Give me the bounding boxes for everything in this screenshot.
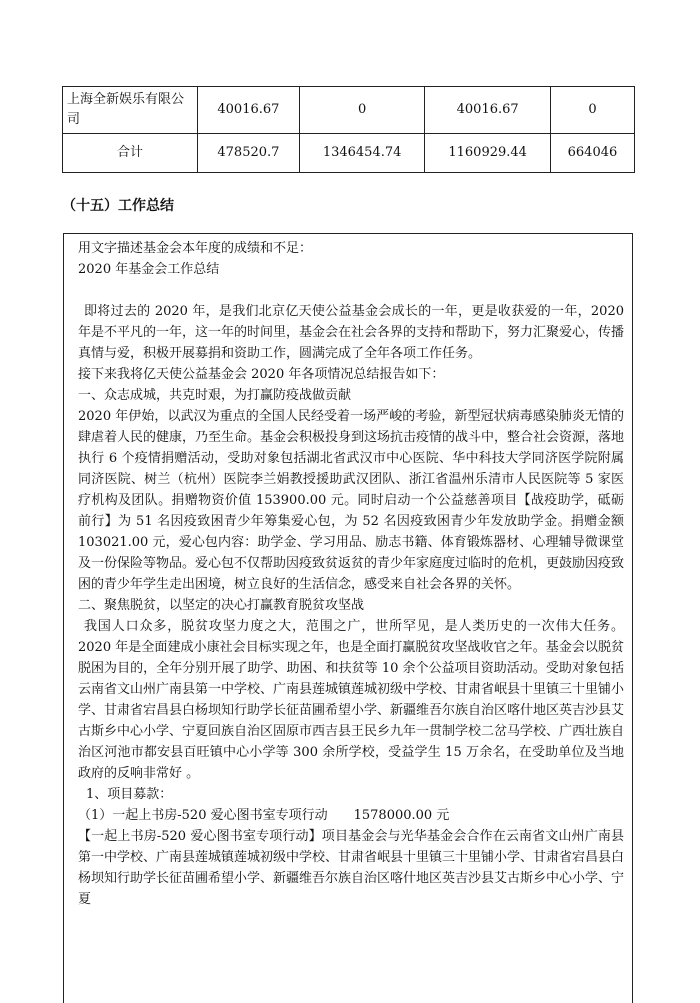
table-cell: 0 xyxy=(550,87,634,134)
spacer xyxy=(78,280,624,301)
summary-box xyxy=(63,233,633,1003)
part2-heading: 二、聚焦脱贫，以坚定的决心打赢教育脱贫攻坚战 xyxy=(78,598,365,613)
table-cell: 478520.7 xyxy=(198,134,300,173)
table-cell: 1160929.44 xyxy=(425,134,551,173)
summary-lead: 接下来我将亿天使公益基金会 2020 年各项情况总结报告如下： xyxy=(78,367,445,382)
table-cell-name: 合计 xyxy=(63,134,198,173)
item1-description: 【一起上书房-520 爱心图书室专项行动】项目基金会与光华基金会合作在云南省文山州广南县第一中学校、广南县莲城镇莲城初级中学校、甘肃省岷县十里镇三十里铺小学、甘肃省宕昌县白杨坝知行助学长征苗圃希望小学、新疆维吾尔族自治区喀什地区英吉沙县艾古斯乡中心小学、宁夏 xyxy=(78,829,625,907)
item1-amount: 1578000.00 元 xyxy=(353,808,450,823)
part2-paragraph: 我国人口众多，脱贫攻坚力度之大，范围之广，世所罕见，是人类历史的一次伟大任务。2020 年是全面建成小康社会目标实现之年，也是全面打赢脱贫攻坚战收官之年。基金会以脱贫脱困为目的，全年分别开展了助学、助困、和扶贫等 10 余个公益项目资助活动。受助对象包括云南省文山州广南县第一中学校、广南县莲城镇莲城初级中学校、甘肃省岷县十里镇三十里铺小学、甘肃省宕昌县白杨坝知行助学长征苗圃希望小学、新疆维吾尔族自治区喀什地区英吉沙县艾古斯乡中心小学、宁夏回族自治区固原市西吉县王民乡九年一贯制学校二岔马学校、广西壮族自治区河池市都安县百旺镇中心小学等 300 余所学校，受益学生 15 万余名，在受助单位及当地政府的反响非常好 。 xyxy=(78,619,625,781)
fund-table xyxy=(62,86,635,173)
table-cell: 0 xyxy=(299,87,425,134)
part1-heading: 一、众志成城，共克时艰，为打赢防疫战做贡献 xyxy=(78,388,352,403)
table-row-total xyxy=(63,134,635,173)
table-cell: 664046 xyxy=(550,134,634,173)
table-cell: 40016.67 xyxy=(425,87,551,134)
table-cell-name: 上海全新娱乐有限公司 xyxy=(63,87,198,134)
table-cell: 40016.67 xyxy=(198,87,300,134)
table-cell: 1346454.74 xyxy=(299,134,425,173)
item1-line xyxy=(78,805,624,826)
part1-paragraph: 2020 年伊始，以武汉为重点的全国人民经受着一场严峻的考验，新型冠状病毒感染肺炎无情的肆虐着人民的健康，乃至生命。基金会积极投身到这场抗击疫情的战斗中，整合社会资源，落地执行 6 个疫情捐赠活动，受助对象包括湖北省武汉市中心医院、华中科技大学同济医学院附属同济医院、树兰（杭州）医院李兰娟教授援助武汉团队、浙江省温州乐清市人民医院等 5 家医疗机构及团队。捐赠物资价值 153900.00 元。同时启动一个公益慈善项目【战疫助学，砥砺前行】为 51 名因疫致困青少年筹集爱心包，为 52 名因疫致困青少年发放助学金。捐赠金额 103021.00 元，爱心包内容：助学金、学习用品、励志书籍、体育锻炼器材、心理辅导微课堂及一份保险等物品。爱心包不仅帮助因疫致贫返贫的青少年家庭度过临时的危机，更鼓励因疫致困的青少年学生走出困境，树立良好的生活信念，感受来自社会各界的关怀。 xyxy=(78,409,625,592)
summary-prompt: 用文字描述基金会本年度的成绩和不足： xyxy=(78,241,313,256)
section-heading: （十五）工作总结 xyxy=(62,198,174,214)
summary-title: 2020 年基金会工作总结 xyxy=(78,262,220,277)
item1-label: （1）一起上书房-520 爱心图书室专项行动 xyxy=(78,808,328,823)
item-heading: 1、项目募款： xyxy=(86,787,173,802)
summary-intro: 即将过去的 2020 年，是我们北京亿天使公益基金会成长的一年，更是收获爱的一年，2020 年是不平凡的一年，这一年的时间里，基金会在社会各界的支持和帮助下，努力汇聚爱心，传播真情与爱，积极开展募捐和资助工作，圆满完成了全年各项工作任务。 xyxy=(78,304,625,361)
table-row xyxy=(63,87,635,134)
